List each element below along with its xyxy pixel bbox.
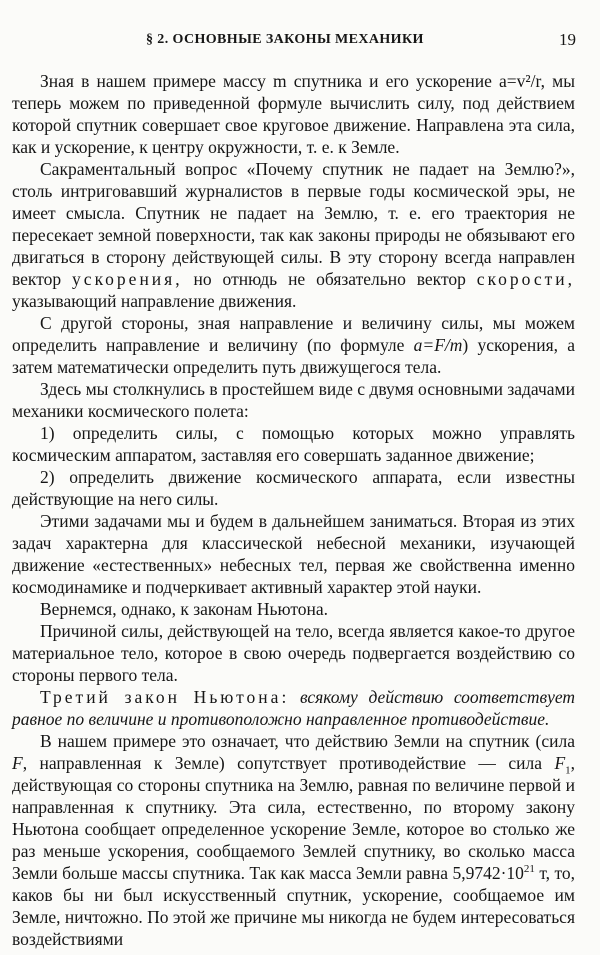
paragraph-11-text-a: В нашем примере это означает, что действию Земли на спутник (сила	[40, 731, 575, 751]
paragraph-2-text-a: Сакраментальный вопрос «Почему спутник не падает на Землю?», столь интриговавший журналистов в первые годы космической эры, не имеет смысла. Спутник не падает на Землю, т. е. его траектория не пересекает земной поверхности, так как законы природы не обязывают его двигаться в сторону действующей силы. В эту сторону всегда направлен вектор	[12, 159, 575, 289]
paragraph-9: Причиной силы, действующей на тело, всегда является какое-то другое материальное тело, которое в свою очередь подвергается воздействию со стороны первого тела.	[12, 621, 575, 685]
spaced-word-acceleration: ускорения,	[72, 269, 183, 289]
list-item-1: 1) определить силы, с помощью которых можно управлять космическим аппаратом, заставляя его совершать заданное движение;	[12, 423, 575, 465]
paragraph-11-text-b: , направленная к Земле) сопутствует противодействие — сила	[22, 753, 542, 773]
paragraph-3-text-b: ) ускорения, а затем математически определить путь движущегося тела.	[12, 335, 575, 377]
symbol-F1: F	[554, 753, 566, 773]
paragraph-11-text-d: т, то, каков бы ни был искусственный спутник, ускорение, сообщаемое им Земле, ничтожно. По этой же причине мы никогда не будем интересоваться воздействиями	[12, 863, 576, 949]
chapter-title: § 2. ОСНОВНЫЕ ЗАКОНЫ МЕХАНИКИ	[146, 32, 424, 47]
page-number: 19	[559, 30, 576, 49]
exponent: 21	[523, 863, 535, 876]
paragraph-4: Здесь мы столкнулись в простейшем виде с двумя основными задачами механики космического полета:	[12, 379, 575, 421]
list-item-2: 2) определить движение космического аппарата, если известны действующие на него силы.	[12, 467, 575, 509]
paragraph-11	[12, 730, 575, 950]
paragraph-1: Зная в нашем примере массу m спутника и его ускорение a=v²/r, мы теперь можем по приведенной формуле вычислить силу, под действием которой спутник совершает свое круговое движение. Направлена эта сила, как и ускорение, к центру окружности, т. е. к Земле.	[12, 71, 575, 157]
third-law-statement: всякому действию соответствует равное по величине и противоположно направленное противодействие.	[12, 687, 576, 729]
spaced-word-velocity: скорости,	[476, 269, 576, 289]
paragraph-3	[12, 312, 575, 378]
paragraph-2-text-e: указывающий направление движения.	[12, 291, 297, 311]
paragraph-2-text-c: но отнюдь не обязательно вектор	[193, 269, 466, 289]
paragraph-11-text-c: , действующая со стороны спутника на Землю, равная по величине первой и направленная к спутнику. Эта сила, естественно, по второму закону Ньютона сообщает определенное ускорение Земле, которое во столько же раз меньше ускорения, сообщаемого Землей спутнику, во сколько масса Земли больше массы спутника. Так как масса Земли равна 5,9742·10	[12, 753, 576, 883]
body-text	[12, 70, 575, 950]
paragraph-2	[12, 158, 575, 312]
paragraph-8: Вернемся, однако, к законам Ньютона.	[40, 599, 328, 619]
formula-force: a=F/m	[413, 335, 463, 355]
third-law-title: Третий закон Ньютона:	[40, 687, 290, 707]
third-law-paragraph	[12, 686, 575, 730]
symbol-F1-subscript: 1	[565, 764, 571, 777]
symbol-F: F	[12, 753, 23, 773]
paragraph-3-text-a: С другой стороны, зная направление и величину силы, мы можем определить направление и величину (по формуле	[12, 313, 575, 355]
running-header	[50, 30, 576, 56]
paragraph-7: Этими задачами мы и будем в дальнейшем заниматься. Вторая из этих задач характерна для классической небесной механики, изучающей движение «естественных» небесных тел, первая же свойственна именно космодинамике и подчеркивает активный характер этой науки.	[12, 511, 575, 597]
